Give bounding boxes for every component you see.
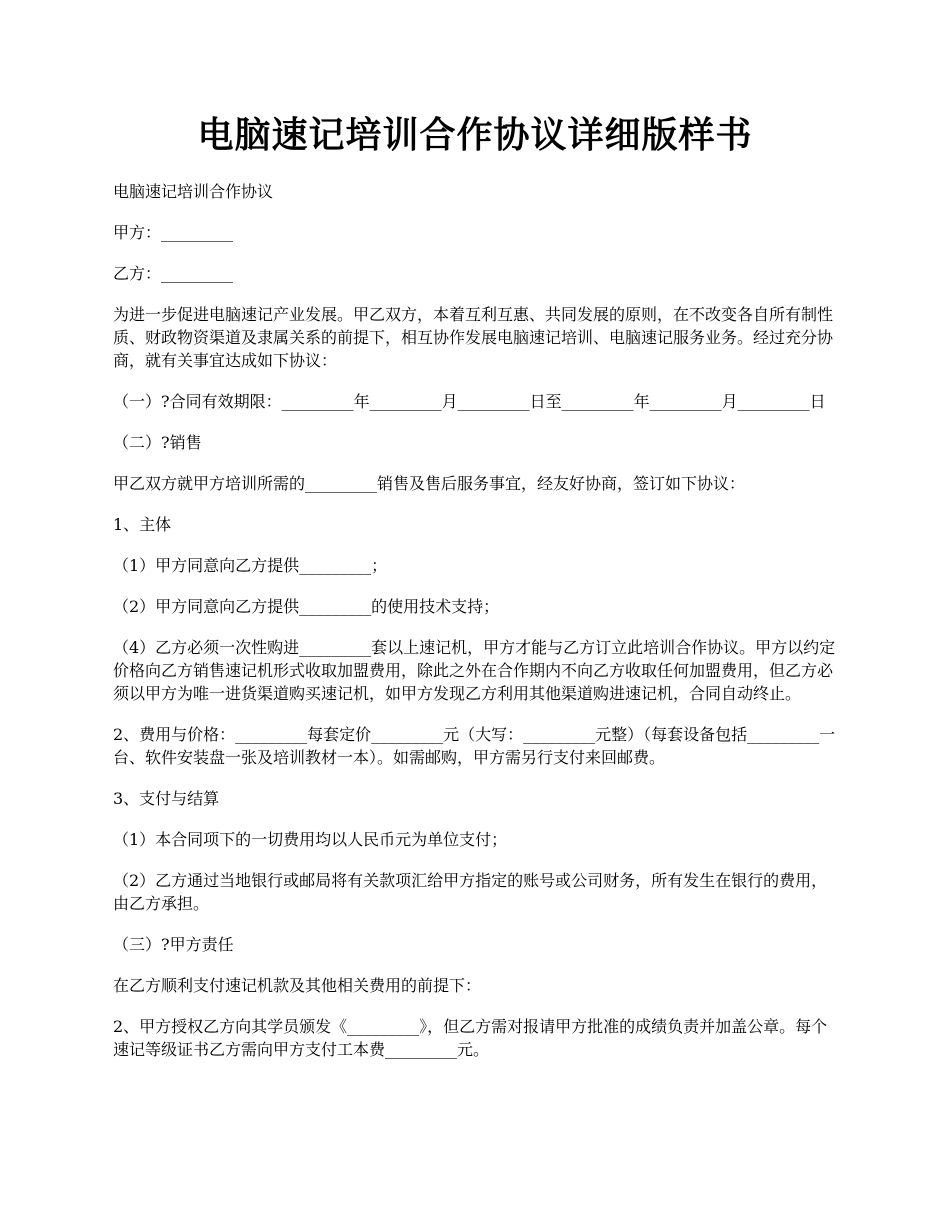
section-heading-sales: （二）?销售 <box>113 433 202 452</box>
paragraph-duties-intro: 在乙方顺利支付速记机款及其他相关费用的前提下： <box>113 976 482 995</box>
document-body <box>113 180 843 1079</box>
payment-item-1: （1）本合同项下的一切费用均以人民币元为单位支付； <box>113 830 508 849</box>
paragraph-preamble: 为进一步促进电脑速记产业发展。甲乙双方，本着互利互惠、共同发展的原则，在不改变各自所有制性质、财政物资渠道及隶属关系的前提下，相互协作发展电脑速记培训、电脑速记服务业务。经过充分协商，就有关事宜达成如下协议： <box>113 305 834 370</box>
duty-item-2: 2、甲方授权乙方向其学员颁发《_________》，但乙方需对报请甲方批准的成绩负责并加盖公章。每个速记等级证书乙方需向甲方支付工本费_________元。 <box>113 1017 828 1059</box>
clause-item-4: （4）乙方必须一次性购进_________套以上速记机，甲方才能与乙方订立此培训合作协议。甲方以约定价格向乙方销售速记机形式收取加盟费用，除此之外在合作期内不向乙方收取任何加盟费用，但乙方必须以甲方为唯一进货渠道购买速记机，如甲方发现乙方利用其他渠道购进速记机，合同自动终止。 <box>113 638 836 703</box>
document-title: 电脑速记培训合作协议详细版样书 <box>197 115 753 156</box>
paragraph-subtitle: 电脑速记培训合作协议 <box>113 182 274 201</box>
paragraph-party-b: 乙方：_________ <box>113 264 234 283</box>
clause-fees-prices: 2、费用与价格：_________每套定价_________元（大写：_________元整）（每套设备包括_________一台、软件安装盘一张及培训教材一本）。如需邮购，甲方需另行支付来回邮费。 <box>113 725 836 767</box>
clause-heading-subject: 1、主体 <box>113 515 172 534</box>
clause-heading-payment: 3、支付与结算 <box>113 789 220 808</box>
paragraph-term: （一）?合同有效期限：_________年_________月_________日至_________年_________月_________日 <box>113 392 826 411</box>
section-heading-party-a-duties: （三）?甲方责任 <box>113 935 234 954</box>
paragraph-sales-intro: 甲乙双方就甲方培训所需的_________销售及售后服务事宜，经友好协商，签订如下协议： <box>113 474 746 493</box>
clause-item-2: （2）甲方同意向乙方提供_________的使用技术支持； <box>113 597 500 616</box>
paragraph-party-a: 甲方：_________ <box>113 223 234 242</box>
payment-item-2: （2）乙方通过当地银行或邮局将有关款项汇给甲方指定的账号或公司财务，所有发生在银行的费用，由乙方承担。 <box>113 871 828 913</box>
clause-item-1: （1）甲方同意向乙方提供_________； <box>113 556 388 575</box>
